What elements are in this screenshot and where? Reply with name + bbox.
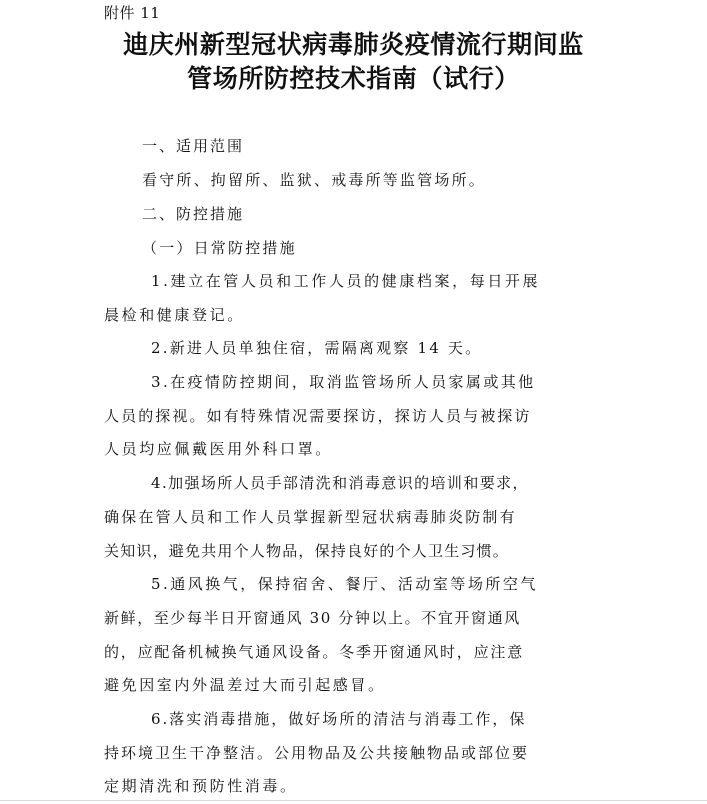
paragraph-line: 关知识，避免共用个人物品，保持良好的个人卫生习惯。 [104,542,510,560]
paragraph-line: 定期清洗和预防性消毒。 [104,777,298,795]
paragraph-line: 6.落实消毒措施，做好场所的清洁与消毒工作，保 [151,710,527,728]
paragraph-line: 3.在疫情防控期间，取消监管场所人员家属或其他 [151,373,536,391]
paragraph-line: 的，应配备机械换气通风设备。冬季开窗通风时，应注意 [104,643,525,661]
paragraph-line: 1.建立在管人员和工作人员的健康档案，每日开展 [151,272,541,290]
subsection-heading-daily-measures: （一）日常防控措施 [142,239,297,257]
section-heading-measures: 二、防控措施 [142,205,245,223]
section-heading-scope: 一、适用范围 [142,137,245,155]
paragraph-line: 避免因室内外温差过大而引起感冒。 [104,676,386,694]
paragraph-line: 晨检和健康登记。 [104,306,245,324]
scope-text: 看守所、拘留所、监狱、戒毒所等监管场所。 [142,171,487,189]
paragraph-line: 4.加强场所人员手部清洗和消毒意识的培训和要求， [151,474,529,492]
paragraph-line: 人员均应佩戴医用外科口罩。 [104,440,333,458]
page-bottom-edge [0,800,707,801]
attachment-label: 附件 11 [104,4,161,22]
paragraph-line: 确保在管人员和工作人员掌握新型冠状病毒肺炎防制有 [104,508,517,526]
paragraph-line: 2.新进人员单独住宿，需隔离观察 14 天。 [151,339,483,357]
document-title-line-1: 迪庆州新型冠状病毒肺炎疫情流行期间监 [123,30,584,59]
paragraph-line: 新鲜，至少每半日开窗通风 30 分钟以上。不宜开窗通风 [104,609,521,627]
paragraph-line: 持环境卫生干净整洁。公用物品及公共接触物品或部位要 [104,744,530,762]
paragraph-line: 人员的探视。如有特殊情况需要探访，探访人员与被探访 [104,407,532,425]
document-title-line-2: 管场所防控技术指南（试行） [187,64,520,93]
paragraph-line: 5.通风换气，保持宿舍、餐厅、活动室等场所空气 [151,575,538,593]
